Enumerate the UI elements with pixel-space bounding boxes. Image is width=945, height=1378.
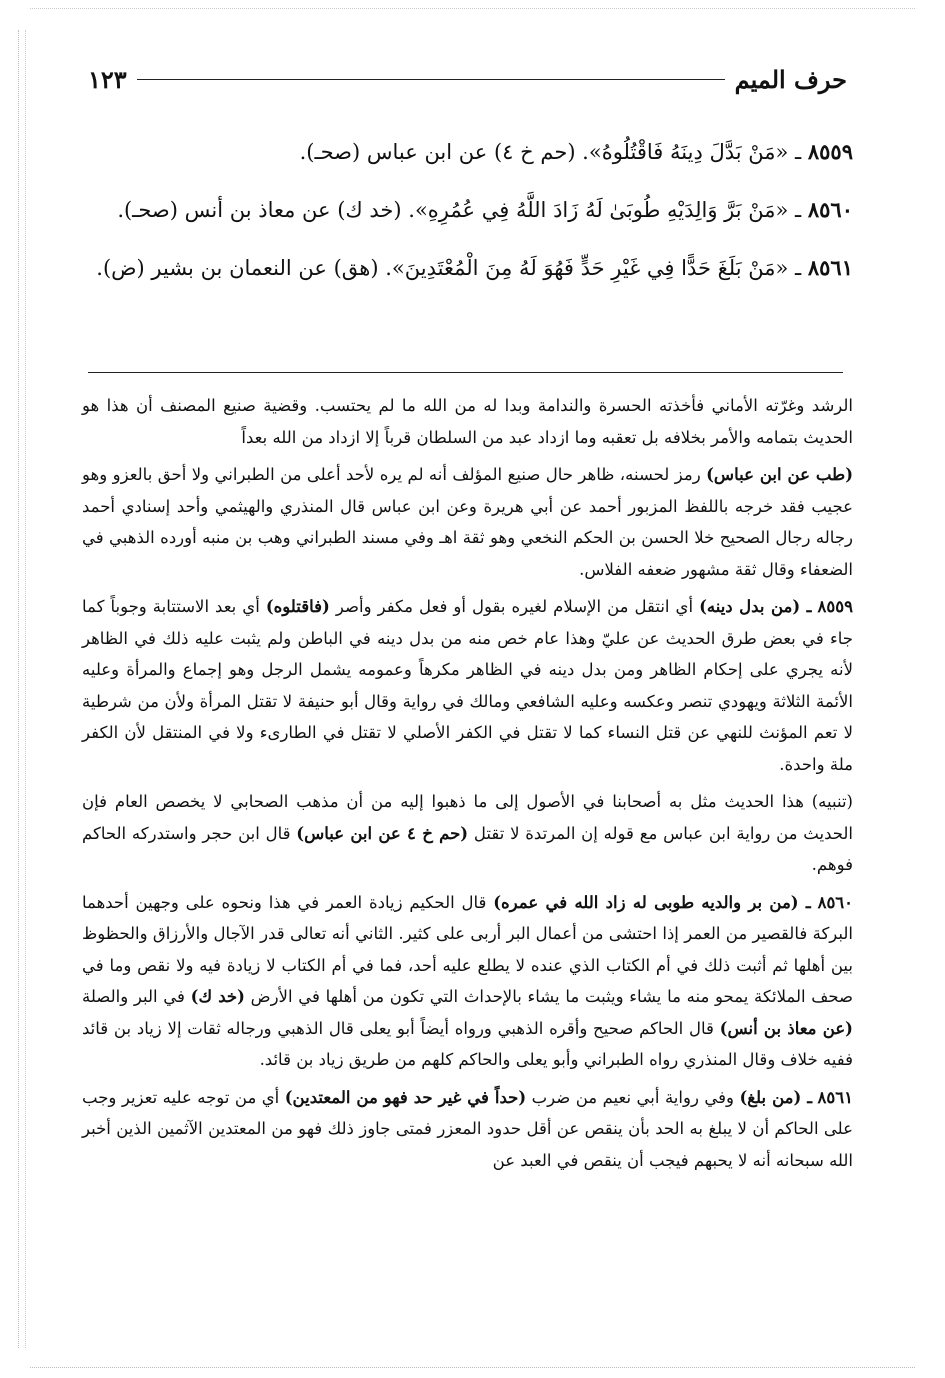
chapter-title: حرف الميم [734, 64, 847, 94]
commentary-block [82, 390, 853, 1182]
source-reference: (حم خ ٤ عن ابن عباس) [296, 823, 469, 843]
quoted-phrase: (فاقتلوه) [265, 597, 330, 616]
commentary-8559 [82, 591, 853, 780]
commentary-text: قال الحاكم صحيح وأقره الذهبي ورواه أيضاً أبو يعلى قال الذهبي ورجاله ثقات إلا زياد بن قائد ففيه خلاف وقال المنذري رواه الطبراني وأبو يعلى والحاكم كلهم من طريق زياد بن قائد. [82, 1018, 853, 1069]
commentary-text: في البر والصلة [82, 987, 185, 1006]
commentary-text: قال الحكيم زيادة العمر في هذا ونحوه على وجهين أحدهما البركة فالقصير من العمر إذا احتشى من أعمال البر أربى على كثير. الثاني أنه تعالى قدر الآجال والأرزاق والحظوظ بين أهلها ثم أثبت ذلك في أم الكتاب الذي عنده لا يطلع عليه أحد، فما في أم الكتاب لا زيادة فيه ولا نقص وما في صحف الملائكة يمحو منه ما يشاء ويثبت ما يشاء بالإحداث التي تكون من أهلها في الأرض [82, 892, 854, 1006]
commentary-text: أي بعد الاستتابة وجوباً كما جاء في بعض طرق الحديث عن عليّ وهذا عام خص منه من بدل دينه في الباطن ولم يثبت عليه ذلك في الظاهر لأنه يجري على إحكام الظاهر ومن بدل دينه في الظاهر مكرهاً وعمومه يشمل الرجل وهو إجماع والمرأة وعليه الأئمة الثلاثة ويهودي تنصر وعكسه وعليه الشافعي ومالك في رواية وقال أبو حنيفة لا تقتل المرأة ولأن من شرطية لا تعم المؤنث للنهي عن قتل النساء كما لا تقتل في الكفر الأصلي لا تقتل في الطارىء ولا في المنتقل لأن الكفر ملة واحدة. [82, 597, 853, 774]
quoted-phrase: (حداً في غير حد فهو من المعتدين) [284, 1087, 527, 1107]
page-edge-bottom [30, 1363, 915, 1368]
hadith-number: ٨٥٦١ [817, 1087, 853, 1107]
hadith-number: ٨٥٦١ [807, 255, 853, 280]
quoted-phrase: ـ (من بر والديه طوبى له زاد الله في عمره) [493, 892, 811, 912]
commentary-text: قال ابن حجر واستدركه الحاكم فوهم. [82, 823, 853, 874]
hadith-8559 [82, 128, 853, 176]
hadith-number: ٨٥٥٩ [807, 139, 853, 164]
page-number: ١٢٣ [88, 64, 127, 94]
header-rule [137, 79, 725, 80]
commentary-paragraph [82, 459, 853, 585]
source-reference: (عن معاذ بن أنس) [719, 1018, 853, 1038]
commentary-paragraph [82, 390, 853, 453]
commentary-text: رمز لحسنه، ظاهر حال صنيع المؤلف أنه لم يره لأحد أعلى من الطبراني ولا أحق بالعزو وهو عجيب فقد خرجه باللفظ المزبور أحمد عن أبي هريرة وعن ابن عباس قال المنذري والهيثمي وأحد إسنادي أحمد رجاله رجال الصحيح خلا الحسن بن الحكم النخعي وهو ثقة اهـ وفي مسند الطبراني وهب بن منبه أورده الذهبي في الضعفاء وقال ثقة مشهور ضعفه الفلاس. [82, 465, 853, 579]
page-edge-left [18, 30, 26, 1348]
hadith-8560 [82, 186, 853, 234]
commentary-text: أي انتقل من الإسلام لغيره بقول أو فعل مكفر وأصر [335, 597, 694, 616]
hadith-number: ٨٥٦٠ [817, 892, 854, 912]
commentary-text: وفي رواية أبي نعيم من ضرب [531, 1087, 734, 1107]
hadith-8561 [82, 244, 853, 292]
commentary-text: أي من توجه عليه تعزير وجب على الحاكم أن لا يبلغ به الحد بأن ينقص عن أقل حدود المعزر فمتى جاوز ذلك فهو من المعتدين الآثمين الذين أخبر الله سبحانه أنه لا يحبهم فيجب أن ينقص في العبد عن [82, 1087, 853, 1170]
source-reference: (خد ك) [190, 987, 245, 1006]
hadith-number: ٨٥٦٠ [807, 197, 853, 222]
commentary-8561 [82, 1082, 853, 1177]
commentary-note [82, 786, 853, 881]
page-edge-top [30, 8, 915, 13]
hadith-text-block [82, 128, 853, 302]
commentary-text: الرشد وغرّته الأماني فأخذته الحسرة والندامة وبدا له من الله ما لم يحتسب. وقضية صنيع المصنف أن هذا هو الحديث بتمامه والأمر بخلافه بل تعقبه وما ازداد عبد من السلطان قرباً إلا ازداد من الله بعداً [82, 396, 853, 447]
quoted-phrase: ـ (من بلغ) [739, 1087, 813, 1107]
running-header [88, 62, 847, 96]
source-reference: (طب عن ابن عباس) [706, 465, 853, 484]
hadith-number: ٨٥٥٩ [817, 597, 853, 616]
hadith-body: ـ «مَنْ بَدَّلَ دِينَهُ فَاقْتُلُوهُ». (حم خ ٤) عن ابن عباس (صحـ). [299, 140, 802, 164]
quoted-phrase: ـ (من بدل دينه) [699, 597, 812, 616]
commentary-text: (تنبيه) هذا الحديث مثل به أصحابنا في الأصول إلى ما ذهبوا إليه من أن مذهب الصحابي لا يخصص العام فإن الحديث من رواية ابن عباس مع قوله إن المرتدة لا تقتل [82, 792, 853, 843]
hadith-body: ـ «مَنْ بَلَغَ حَدًّا فِي غَيْرِ حَدٍّ فَهُوَ لَهُ مِنَ الْمُعْتَدِينَ». (هق) عن النعمان بن بشير (ض). [96, 256, 802, 280]
footnote-separator [88, 372, 843, 373]
hadith-body: ـ «مَنْ بَرَّ وَالِدَيْهِ طُوبَىٰ لَهُ زَادَ اللَّهُ فِي عُمُرِهِ». (خد ك) عن معاذ بن أنس (صحـ). [117, 198, 802, 222]
commentary-8560 [82, 887, 853, 1076]
